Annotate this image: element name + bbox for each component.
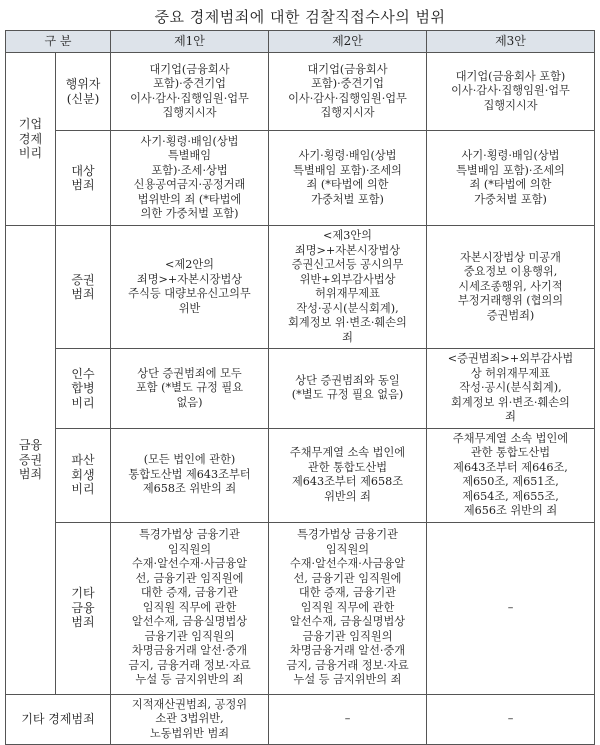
header-option-3: 제3안 [427, 31, 595, 53]
row-bankruptcy [6, 428, 595, 522]
header-option-2: 제2안 [269, 31, 427, 53]
group-corporate [6, 53, 56, 226]
row-label-target [56, 131, 111, 226]
merger-option-2 [269, 349, 427, 429]
bankruptcy-option-2 [269, 428, 427, 522]
securities-option-3-text: 자본시장법상 미공개 중요정보 이용행위, 시세조종행위, 사기적 부정거래행위 (협의의 증권범죄) [457, 250, 564, 322]
row-label-misc [6, 694, 111, 745]
group-finance-label: 금융 증권 범죄 [18, 438, 43, 481]
row-label-misc-text: 기타 경제범죄 [21, 712, 95, 726]
misc-option-2 [269, 694, 427, 745]
other-finance-option-3 [427, 522, 595, 694]
row-label-other-finance-text: 기타 금융 범죄 [71, 586, 95, 630]
other-finance-option-1 [111, 522, 269, 694]
securities-option-2-text: <제3안의 죄명>+자본시장법상 증권신고서등 공시의무 위반+외부감사법상 허위재무제표 작성·공시(분식회계), 회계정보 위·변조·훼손의 죄 [288, 229, 407, 344]
scope-table [5, 30, 595, 745]
row-misc [6, 694, 595, 745]
merger-option-1 [111, 349, 269, 429]
misc-option-2-text: – [344, 712, 351, 725]
misc-option-1-text: 지적재산권범죄, 공정위 소관 3법위반, 노동법위반 범죄 [131, 697, 248, 740]
other-finance-option-3-text: – [507, 600, 514, 614]
bankruptcy-option-3-text: 주채무계열 소속 법인에 관한 통합도산법 제643조부터 제646조, 제650조, 제651조, 제654조, 제655조, 제656조 위반의 죄 [452, 431, 569, 517]
merger-option-3 [427, 349, 595, 429]
target-option-2-text: 사기·횡령·배임(상법 특별배임 포함)·조세의 죄 (*타법에 의한 가중처벌 포함) [293, 149, 402, 206]
row-other-finance [6, 522, 595, 694]
target-option-3 [427, 131, 595, 226]
securities-option-1 [111, 226, 269, 349]
header-row [6, 31, 595, 53]
merger-option-1-text: 상단 증권범죄에 모두 포함 (*별도 규정 필요 없음) [135, 366, 244, 409]
securities-option-2 [269, 226, 427, 349]
group-corporate-label: 기업 경제 비리 [18, 117, 43, 161]
actor-option-3-text: 대기업(금융회사 포함) 이사·감사·집행임원·업무 집행지시자 [451, 69, 570, 112]
bankruptcy-option-1-text: (모든 법인에 관한) 통합도산법 제643조부터 제658조 위반의 죄 [128, 453, 251, 496]
target-option-2 [269, 131, 427, 226]
row-label-actor-text: 행위자 (신분) [65, 77, 101, 106]
misc-option-3-text: – [507, 712, 514, 725]
target-option-1-text: 사기·횡령·배임(상법 특별배임 포함)·조세·상법 신용공여금지·공정거래 법위반의 죄 (*타법에 의한 가중처벌 포함) [133, 134, 246, 220]
misc-option-3 [427, 694, 595, 745]
actor-option-2 [269, 53, 427, 131]
other-finance-option-2 [269, 522, 427, 694]
actor-option-3 [427, 53, 595, 131]
row-label-bankruptcy-text: 파산 회생 비리 [71, 453, 95, 497]
securities-option-3 [427, 226, 595, 349]
row-label-merger [56, 349, 111, 429]
bankruptcy-option-1 [111, 428, 269, 522]
merger-option-3-text: <증권범죄>+외부감사법 상 허위재무제표 작성·공시(분식회계), 회계정보 위·변조·훼손의 죄 [447, 352, 574, 423]
actor-option-1 [111, 53, 269, 131]
row-label-securities [56, 226, 111, 349]
other-finance-option-2-text: 특경가법상 금융기관 임직원의 수재·알선수재·사금융알 선, 금융기관 임직원에 대한 증재, 금융기관 임직원 직무에 관한 알선수재, 금융실명법상 금융기관 임직원의 차명금융거래 알선·중개 금지, 금융거래 정보·자료 누설 등 금지위반의 죄 [286, 528, 409, 687]
group-finance [6, 226, 56, 695]
securities-option-1-text: <제2안의 죄명>+자본시장법상 주식등 대량보유신고의무 위반 [128, 258, 251, 315]
row-label-target-text: 대상 범죄 [71, 163, 95, 192]
row-label-securities-text: 증권 범죄 [71, 272, 95, 301]
misc-option-1 [111, 694, 269, 745]
merger-option-2-text: 상단 증권범죄와 동일 (*별도 규정 필요 없음) [291, 373, 404, 402]
row-label-actor [56, 53, 111, 131]
row-merger [6, 349, 595, 429]
target-option-1 [111, 131, 269, 226]
row-label-other-finance [56, 522, 111, 694]
header-category: 구 분 [6, 31, 111, 53]
row-target [6, 131, 595, 226]
row-label-bankruptcy [56, 428, 111, 522]
actor-option-1-text: 대기업(금융회사 포함)·중견기업 이사·감사·집행임원·업무 집행지시자 [130, 62, 249, 119]
row-actor [6, 53, 595, 131]
bankruptcy-option-3 [427, 428, 595, 522]
target-option-3-text: 사기·횡령·배임(상법 특별배임 포함)·조세의 죄 (*타법에 의한 가중처벌 포함) [456, 149, 565, 206]
header-option-1: 제1안 [111, 31, 269, 53]
other-finance-option-1-text: 특경가법상 금융기관 임직원의 수재·알선수재·사금융알 선, 금융기관 임직원에 대한 증재, 금융기관 임직원 직무에 관한 알선수재, 금융실명법상 금융기관 임직원의 차명금융거래 알선·중개 금지, 금융거래 정보·자료 누설 등 금지위반의 죄 [128, 528, 251, 687]
row-label-merger-text: 인수 합병 비리 [71, 366, 95, 410]
bankruptcy-option-2-text: 주채무계열 소속 법인에 관한 통합도산법 제643조부터 제658조 위반의 죄 [289, 446, 406, 503]
page-title: 중요 경제범죄에 대한 검찰직접수사의 범위 [154, 8, 446, 26]
actor-option-2-text: 대기업(금융회사 포함)·중견기업 이사·감사·집행임원·업무 집행지시자 [288, 62, 407, 119]
row-securities [6, 226, 595, 349]
